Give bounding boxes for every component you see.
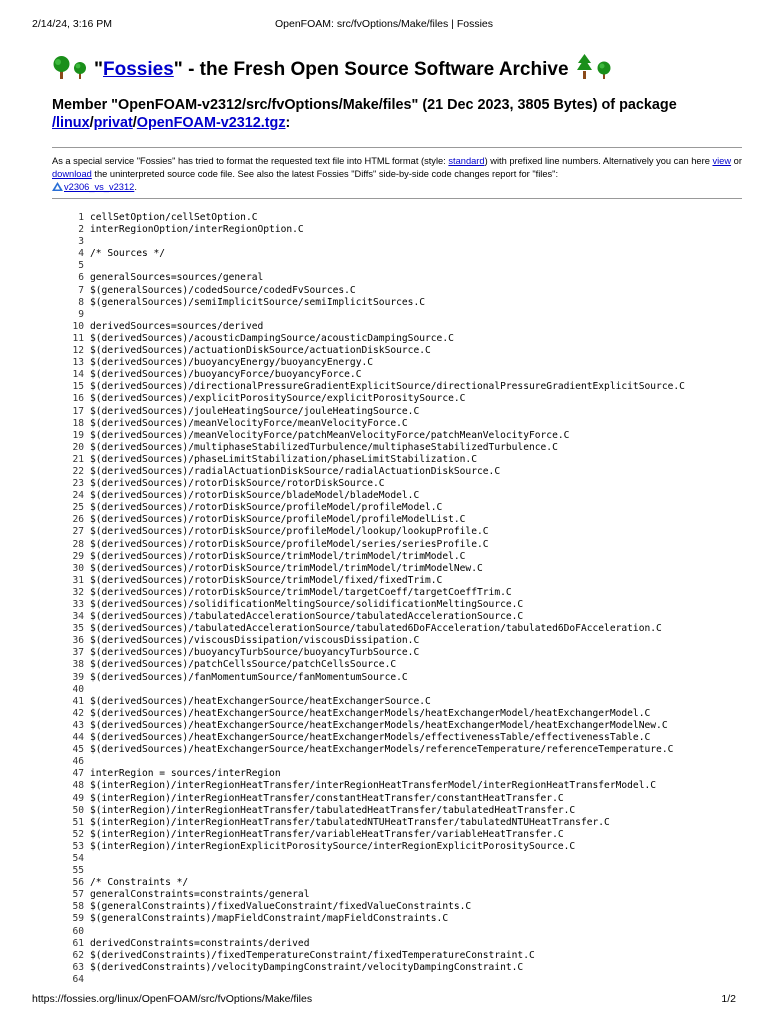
view-link[interactable]: view (712, 156, 732, 166)
code-line (52, 502, 752, 514)
code-text: $(generalConstraints)/mapFieldConstraint/mapFieldConstraints.C (90, 913, 449, 925)
site-title (52, 53, 692, 87)
code-line (52, 611, 752, 623)
line-number: 56 (72, 877, 84, 889)
code-line (52, 829, 752, 841)
code-text: $(interRegion)/interRegionExplicitPorositySource/interRegionExplicitPorositySource.C (90, 840, 576, 852)
code-line (52, 877, 752, 889)
code-line (52, 430, 752, 442)
code-line (52, 260, 752, 272)
code-line (52, 248, 752, 260)
line-number: 55 (72, 865, 84, 877)
print-page-title: OpenFOAM: src/fvOptions/Make/files | Fossies (274, 18, 494, 30)
line-number: 1 (78, 212, 84, 223)
code-line (52, 599, 752, 611)
code-line (52, 514, 752, 526)
code-text (84, 853, 90, 865)
diff-icon (52, 182, 63, 191)
code-text: $(derivedSources)/buoyancyTurbSource/buoyancyTurbSource.C (90, 647, 420, 659)
code-text: derivedSources=sources/derived (90, 320, 264, 332)
code-line (52, 381, 752, 393)
code-text: $(derivedSources)/jouleHeatingSource/jouleHeatingSource.C (90, 405, 420, 417)
code-line (52, 539, 752, 551)
code-line (52, 575, 752, 587)
code-text (84, 309, 90, 321)
code-line (52, 418, 752, 430)
code-text: $(derivedSources)/directionalPressureGradientExplicitSource/directionalPressureGradientExplicitSource.C (90, 381, 685, 393)
code-line (52, 297, 752, 309)
line-number: 43 (72, 719, 84, 731)
code-text: $(generalConstraints)/fixedValueConstraint/fixedValueConstraints.C (90, 901, 472, 913)
code-line (52, 962, 752, 974)
member-heading (52, 96, 752, 132)
line-number: 15 (72, 381, 84, 393)
code-text: $(derivedSources)/heatExchangerSource/heatExchangerModels/heatExchangerModel/heatExchangerModel.C (90, 707, 651, 719)
line-number: 34 (72, 611, 84, 623)
code-line (52, 744, 752, 756)
code-line (52, 974, 752, 986)
notice-text: ) with prefixed line numbers. Alternatively you can here (484, 156, 713, 166)
code-text: $(derivedSources)/tabulatedAccelerationSource/tabulated6DoFAcceleration/tabulated6DoFAcceleration.C (90, 623, 662, 635)
code-line (52, 466, 752, 478)
code-text: $(interRegion)/interRegionHeatTransfer/tabulatedNTUHeatTransfer/tabulatedNTUHeatTransfer.C (90, 816, 610, 828)
line-number: 4 (78, 248, 84, 260)
line-number: 44 (72, 732, 84, 744)
code-line (52, 950, 752, 962)
line-number: 16 (72, 393, 84, 405)
code-text: $(derivedSources)/meanVelocityForce/meanVelocityForce.C (90, 417, 408, 429)
line-number: 18 (72, 417, 84, 429)
code-text: $(derivedSources)/actuationDiskSource/actuationDiskSource.C (90, 345, 431, 357)
download-link[interactable]: download (52, 169, 92, 179)
notice-text: or (731, 156, 742, 166)
code-text: $(derivedSources)/rotorDiskSource/rotorDiskSource.C (90, 478, 385, 490)
divider (52, 147, 742, 148)
code-line (52, 901, 752, 913)
code-text: $(derivedSources)/buoyancyForce/buoyancyForce.C (90, 369, 362, 381)
line-number: 22 (72, 465, 84, 477)
print-url: https://fossies.org/linux/OpenFOAM/src/fvOptions/Make/files (32, 993, 313, 1005)
code-text: $(derivedConstraints)/fixedTemperatureConstraint/fixedTemperatureConstraint.C (90, 949, 535, 961)
tree-logo-icon (575, 54, 615, 86)
path-privat-link[interactable]: privat (93, 115, 133, 131)
line-number: 48 (72, 780, 84, 792)
diff-report-link[interactable] (52, 182, 134, 192)
path-separator: / (132, 115, 137, 131)
code-line (52, 938, 752, 950)
code-text: $(derivedSources)/rotorDiskSource/trimModel/trimModel/trimModelNew.C (90, 562, 483, 574)
code-text: $(derivedSources)/heatExchangerSource/heatExchangerModels/referenceTemperature/referenceTemperature.C (90, 744, 674, 756)
line-number: 23 (72, 478, 84, 490)
line-number: 53 (72, 840, 84, 852)
code-line (52, 780, 752, 792)
code-line (52, 478, 752, 490)
line-number: 60 (72, 925, 84, 937)
line-number: 64 (72, 973, 84, 985)
code-line (52, 756, 752, 768)
code-text (84, 756, 90, 768)
code-line (52, 659, 752, 671)
code-line (52, 490, 752, 502)
line-number: 12 (72, 345, 84, 357)
line-number: 39 (72, 671, 84, 683)
code-line (52, 236, 752, 248)
title-quote-open: " (94, 59, 104, 80)
line-number: 59 (72, 913, 84, 925)
code-text: $(derivedSources)/heatExchangerSource/heatExchangerModels/effectivenessTable/effectivenessTable.C (90, 732, 651, 744)
code-text: /* Constraints */ (90, 877, 189, 889)
fossies-link[interactable]: Fossies (103, 59, 174, 80)
code-text: interRegion = sources/interRegion (90, 768, 281, 780)
print-footer (32, 993, 736, 1007)
line-number: 49 (72, 792, 84, 804)
line-number: 28 (72, 538, 84, 550)
line-number: 11 (72, 332, 84, 344)
service-notice (52, 155, 742, 194)
code-line (52, 587, 752, 599)
tree-logo-icon (52, 54, 90, 86)
line-number: 40 (72, 683, 84, 695)
standard-style-link[interactable]: standard (448, 156, 485, 166)
code-line (52, 841, 752, 853)
line-number: 31 (72, 574, 84, 586)
line-number: 32 (72, 586, 84, 598)
code-line (52, 696, 752, 708)
code-text: $(derivedSources)/rotorDiskSource/trimModel/targetCoeff/targetCoeffTrim.C (90, 586, 512, 598)
divider (52, 198, 742, 199)
code-line (52, 393, 752, 405)
code-line (52, 406, 752, 418)
notice-text: . (134, 182, 137, 192)
line-number: 5 (78, 260, 84, 272)
code-text: $(generalSources)/semiImplicitSource/semiImplicitSources.C (90, 296, 426, 308)
code-text: $(derivedSources)/radialActuationDiskSource/radialActuationDiskSource.C (90, 465, 501, 477)
line-number: 57 (72, 889, 84, 901)
code-line (52, 793, 752, 805)
code-line (52, 526, 752, 538)
path-end: : (285, 115, 291, 131)
code-line (52, 345, 752, 357)
code-text: $(interRegion)/interRegionHeatTransfer/interRegionHeatTransferModel/interRegionHeatTransferModel.C (90, 780, 657, 792)
code-line (52, 454, 752, 466)
code-text: $(derivedSources)/acousticDampingSource/acousticDampingSource.C (90, 332, 454, 344)
code-text: interRegionOption/interRegionOption.C (90, 224, 304, 236)
notice-text: As a special service "Fossies" has tried to format the requested text file into HTML format (style: (52, 156, 449, 166)
code-line (52, 551, 752, 563)
code-line (52, 623, 752, 635)
code-text: $(interRegion)/interRegionHeatTransfer/variableHeatTransfer/variableHeatTransfer.C (90, 828, 564, 840)
code-text (84, 926, 90, 938)
code-line (52, 224, 752, 236)
line-number: 29 (72, 550, 84, 562)
code-text: $(derivedSources)/solidificationMeltingSource/solidificationMeltingSource.C (90, 599, 524, 610)
line-number: 9 (78, 308, 84, 320)
line-number: 7 (78, 284, 84, 296)
code-line (52, 647, 752, 659)
code-text: $(derivedSources)/patchCellsSource/patchCellsSource.C (90, 659, 397, 671)
line-number: 51 (72, 816, 84, 828)
code-line (52, 817, 752, 829)
line-number: 24 (72, 490, 84, 502)
code-line (52, 442, 752, 454)
notice-text: the uninterpreted source code file. See also the latest Fossies "Diffs" side-by-side code changes report for "files": (91, 169, 559, 179)
line-number: 13 (72, 357, 84, 369)
code-text: $(derivedSources)/heatExchangerSource/heatExchangerModels/heatExchangerModel/heatExchangerModelNew.C (90, 719, 668, 731)
line-number: 38 (72, 659, 84, 671)
diff-report-label: v2306_vs_v2312 (64, 182, 135, 192)
line-number: 25 (72, 502, 84, 514)
code-text: $(derivedSources)/rotorDiskSource/bladeModel/bladeModel.C (90, 490, 420, 502)
code-text: cellSetOption/cellSetOption.C (90, 212, 258, 223)
line-number: 8 (78, 296, 84, 308)
code-line (52, 720, 752, 732)
line-number: 26 (72, 514, 84, 526)
code-text: $(derivedConstraints)/velocityDampingConstraint/velocityDampingConstraint.C (90, 961, 524, 973)
code-line (52, 732, 752, 744)
code-line (52, 913, 752, 925)
page-number: 1/2 (721, 993, 736, 1005)
title-rest: " - the Fresh Open Source Software Archive (173, 59, 569, 80)
line-number: 27 (72, 526, 84, 538)
code-text (84, 236, 90, 248)
code-line (52, 333, 752, 345)
line-number: 50 (72, 804, 84, 816)
code-text: derivedConstraints=constraints/derived (90, 937, 310, 949)
code-text: $(derivedSources)/explicitPorositySource/explicitPorositySource.C (90, 393, 466, 405)
code-line (52, 272, 752, 284)
package-link[interactable]: OpenFOAM-v2312.tgz (136, 115, 286, 131)
code-line (52, 768, 752, 780)
code-text (84, 684, 90, 696)
line-number: 46 (72, 756, 84, 768)
code-text: $(interRegion)/interRegionHeatTransfer/constantHeatTransfer/constantHeatTransfer.C (90, 792, 564, 804)
line-number: 2 (78, 224, 84, 236)
code-line (52, 212, 752, 224)
code-text: $(derivedSources)/multiphaseStabilizedTurbulence/multiphaseStabilizedTurbulence.C (90, 441, 558, 453)
code-text: $(derivedSources)/heatExchangerSource/heatExchangerSource.C (90, 695, 431, 707)
code-line (52, 672, 752, 684)
code-text: $(derivedSources)/phaseLimitStabilization/phaseLimitStabilization.C (90, 453, 477, 465)
line-number: 52 (72, 828, 84, 840)
line-number: 33 (72, 599, 84, 610)
code-line (52, 889, 752, 901)
code-text: /* Sources */ (90, 248, 166, 260)
line-number: 17 (72, 405, 84, 417)
path-linux-link[interactable]: /linux (52, 115, 90, 131)
line-number: 21 (72, 453, 84, 465)
code-text: generalConstraints=constraints/general (90, 889, 310, 901)
code-text: $(derivedSources)/rotorDiskSource/profileModel/profileModelList.C (90, 514, 466, 526)
line-number: 10 (72, 320, 84, 332)
code-text: $(derivedSources)/viscousDissipation/viscousDissipation.C (90, 635, 420, 647)
code-line (52, 309, 752, 321)
line-number: 30 (72, 562, 84, 574)
code-line (52, 635, 752, 647)
code-text: $(derivedSources)/rotorDiskSource/trimModel/trimModel/trimModel.C (90, 550, 466, 562)
code-text: $(interRegion)/interRegionHeatTransfer/tabulatedHeatTransfer/tabulatedHeatTransfer.C (90, 804, 576, 816)
line-number: 37 (72, 647, 84, 659)
line-number: 14 (72, 369, 84, 381)
code-text: $(derivedSources)/rotorDiskSource/profileModel/profileModel.C (90, 502, 443, 514)
code-line (52, 805, 752, 817)
source-code-listing (52, 212, 752, 986)
code-text: $(derivedSources)/meanVelocityForce/patchMeanVelocityForce/patchMeanVelocityForce.C (90, 429, 570, 441)
line-number: 45 (72, 744, 84, 756)
code-text: $(derivedSources)/rotorDiskSource/profileModel/series/seriesProfile.C (90, 538, 489, 550)
code-line (52, 853, 752, 865)
line-number: 62 (72, 949, 84, 961)
line-number: 63 (72, 961, 84, 973)
line-number: 35 (72, 623, 84, 635)
path-separator: / (89, 115, 94, 131)
line-number: 3 (78, 236, 84, 248)
code-text: $(derivedSources)/fanMomentumSource/fanMomentumSource.C (90, 671, 408, 683)
code-line (52, 285, 752, 297)
code-text: $(generalSources)/codedSource/codedFvSources.C (90, 284, 356, 296)
line-number: 47 (72, 768, 84, 780)
code-text: $(derivedSources)/buoyancyEnergy/buoyancyEnergy.C (90, 357, 374, 369)
line-number: 58 (72, 901, 84, 913)
print-datetime: 2/14/24, 3:16 PM (32, 18, 112, 30)
line-number: 6 (78, 272, 84, 284)
code-line (52, 321, 752, 333)
line-number: 20 (72, 441, 84, 453)
code-line (52, 708, 752, 720)
code-text: generalSources=sources/general (90, 272, 264, 284)
code-text (84, 865, 90, 877)
code-line (52, 684, 752, 696)
code-text: $(derivedSources)/rotorDiskSource/trimModel/fixed/fixedTrim.C (90, 574, 443, 586)
line-number: 36 (72, 635, 84, 647)
code-text: $(derivedSources)/rotorDiskSource/profileModel/lookup/lookupProfile.C (90, 526, 489, 538)
line-number: 41 (72, 695, 84, 707)
member-description: Member "OpenFOAM-v2312/src/fvOptions/Make/files" (21 Dec 2023, 3805 Bytes) of package (52, 97, 677, 113)
line-number: 42 (72, 707, 84, 719)
code-text (84, 260, 90, 272)
code-line (52, 357, 752, 369)
code-line (52, 926, 752, 938)
code-text: $(derivedSources)/tabulatedAccelerationSource/tabulatedAccelerationSource.C (90, 611, 524, 623)
code-text (84, 974, 90, 986)
print-header (32, 18, 736, 32)
line-number: 61 (72, 937, 84, 949)
code-line (52, 563, 752, 575)
line-number: 54 (72, 852, 84, 864)
code-line (52, 369, 752, 381)
code-line (52, 865, 752, 877)
line-number: 19 (72, 429, 84, 441)
